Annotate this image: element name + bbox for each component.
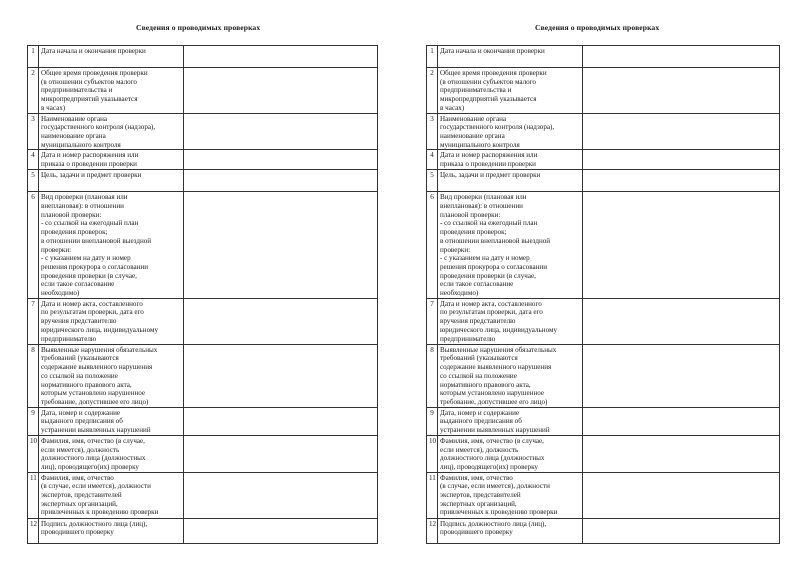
row-value-cell xyxy=(583,113,780,150)
table-row xyxy=(427,344,780,407)
row-value-cell xyxy=(184,344,378,407)
row-label: Подпись должностного лица (лиц), проводившего проверку xyxy=(438,518,583,543)
table-row xyxy=(28,46,378,68)
row-value-cell xyxy=(583,472,780,518)
row-label: Наименование органа государственного контроля (надзора), наименование органа муниципального контроля xyxy=(39,113,184,150)
row-value-cell xyxy=(583,407,780,435)
row-value-cell xyxy=(583,518,780,543)
row-number: 9 xyxy=(28,407,39,435)
table-row xyxy=(427,407,780,435)
row-number: 11 xyxy=(427,472,438,518)
row-number: 5 xyxy=(427,170,438,192)
row-number: 11 xyxy=(28,472,39,518)
table-row xyxy=(427,68,780,114)
row-number: 6 xyxy=(28,192,39,298)
row-value-cell xyxy=(583,68,780,114)
row-number: 5 xyxy=(28,170,39,192)
row-value-cell xyxy=(184,518,378,543)
table-row xyxy=(427,113,780,150)
row-label: Наименование органа государственного контроля (надзора), наименование органа муниципального контроля xyxy=(438,113,583,150)
row-number: 12 xyxy=(427,518,438,543)
table-row xyxy=(427,435,780,472)
row-value-cell xyxy=(583,150,780,170)
row-number: 9 xyxy=(427,407,438,435)
table-row xyxy=(28,170,378,192)
row-label: Дата, номер и содержание выданного предписания об устранении выявленных нарушений xyxy=(438,407,583,435)
page-title: Сведения о проводимых проверках xyxy=(535,23,660,32)
row-value-cell xyxy=(583,192,780,298)
table-row xyxy=(427,150,780,170)
row-label: Фамилия, имя, отчество (в случае, если имеется), должности экспертов, представителей экспертных организаций, привлеченных к проведению проверки xyxy=(39,472,184,518)
row-label: Дата и номер распоряжения или приказа о проведении проверки xyxy=(39,150,184,170)
row-value-cell xyxy=(583,170,780,192)
row-number: 6 xyxy=(427,192,438,298)
row-value-cell xyxy=(583,435,780,472)
row-number: 3 xyxy=(28,113,39,150)
row-number: 7 xyxy=(28,298,39,344)
row-number: 2 xyxy=(28,68,39,114)
table-row xyxy=(427,170,780,192)
table-row xyxy=(28,68,378,114)
row-label: Дата начала и окончания проверки xyxy=(39,46,184,68)
row-label: Фамилия, имя, отчество (в случае, если имеется), должности экспертов, представителей экспертных организаций, привлеченных к проведению проверки xyxy=(438,472,583,518)
row-label: Фамилия, имя, отчество (в случае, если имеется), должность должностного лица (должностных лиц), проводящего(их) проверку xyxy=(438,435,583,472)
row-value-cell xyxy=(184,68,378,114)
table-row xyxy=(28,113,378,150)
row-value-cell xyxy=(184,150,378,170)
row-number: 8 xyxy=(427,344,438,407)
row-label: Общее время проведения проверки (в отношении субъектов малого предпринимательства и микропредприятий указывается в часах) xyxy=(438,68,583,114)
table-row xyxy=(28,344,378,407)
inspection-table xyxy=(426,45,780,544)
table-row xyxy=(28,407,378,435)
table-row xyxy=(28,435,378,472)
row-value-cell xyxy=(184,170,378,192)
row-label: Дата, номер и содержание выданного предписания об устранении выявленных нарушений xyxy=(39,407,184,435)
row-label: Цель, задачи и предмет проверки xyxy=(39,170,184,192)
row-label: Вид проверки (плановая или внеплановая): в отношении плановой проверки: - со ссылкой на ежегодный план проведения проверок; в отношении внеплановой выездной проверки: - с указанием на дату и номер решения прокурора о согласовании проведения проверки (в случае, если такое согласование необходимо) xyxy=(438,192,583,298)
table-row xyxy=(427,192,780,298)
row-value-cell xyxy=(184,435,378,472)
page-title: Сведения о проводимых проверках xyxy=(136,23,261,32)
row-label: Дата и номер акта, составленного по результатам проверки, дата его вручения представителю юридического лица, индивидуальному предпринимателю xyxy=(39,298,184,344)
row-value-cell xyxy=(184,46,378,68)
row-number: 8 xyxy=(28,344,39,407)
row-label: Дата и номер акта, составленного по результатам проверки, дата его вручения представителю юридического лица, индивидуальному предпринимателю xyxy=(438,298,583,344)
table-row xyxy=(427,472,780,518)
row-label: Подпись должностного лица (лиц), проводившего проверку xyxy=(39,518,184,543)
row-label: Выявленные нарушения обязательных требований (указываются содержание выявленного нарушения со ссылкой на положение нормативного правового акта, которым установлено нарушенное требование, допустившее его лицо) xyxy=(438,344,583,407)
row-value-cell xyxy=(184,472,378,518)
row-label: Дата начала и окончания проверки xyxy=(438,46,583,68)
row-number: 4 xyxy=(28,150,39,170)
row-number: 10 xyxy=(427,435,438,472)
row-number: 1 xyxy=(28,46,39,68)
row-number: 7 xyxy=(427,298,438,344)
table-row xyxy=(28,298,378,344)
row-label: Цель, задачи и предмет проверки xyxy=(438,170,583,192)
table-row xyxy=(28,150,378,170)
row-number: 3 xyxy=(427,113,438,150)
table-row xyxy=(427,298,780,344)
row-number: 1 xyxy=(427,46,438,68)
row-value-cell xyxy=(184,113,378,150)
row-value-cell xyxy=(184,192,378,298)
row-value-cell xyxy=(583,298,780,344)
row-number: 10 xyxy=(28,435,39,472)
table-row xyxy=(427,518,780,543)
table-row xyxy=(28,192,378,298)
row-label: Вид проверки (плановая или внеплановая): в отношении плановой проверки: - со ссылкой на ежегодный план проведения проверок; в отношении внеплановой выездной проверки: - с указанием на дату и номер решения прокурора о согласовании проведения проверки (в случае, если такое согласование необходимо) xyxy=(39,192,184,298)
row-value-cell xyxy=(184,407,378,435)
row-label: Фамилия, имя, отчество (в случае, если имеется), должность должностного лица (должностных лиц), проводящего(их) проверку xyxy=(39,435,184,472)
row-label: Общее время проведения проверки (в отношении субъектов малого предпринимательства и микропредприятий указывается в часах) xyxy=(39,68,184,114)
table-row xyxy=(28,472,378,518)
table-row xyxy=(28,518,378,543)
row-value-cell xyxy=(184,298,378,344)
row-value-cell xyxy=(583,344,780,407)
inspection-table xyxy=(27,45,378,544)
row-label: Дата и номер распоряжения или приказа о проведении проверки xyxy=(438,150,583,170)
row-number: 4 xyxy=(427,150,438,170)
row-number: 2 xyxy=(427,68,438,114)
row-label: Выявленные нарушения обязательных требований (указываются содержание выявленного нарушения со ссылкой на положение нормативного правового акта, которым установлено нарушенное требование, допустившее его лицо) xyxy=(39,344,184,407)
row-value-cell xyxy=(583,46,780,68)
table-row xyxy=(427,46,780,68)
right-page xyxy=(400,0,800,566)
row-number: 12 xyxy=(28,518,39,543)
